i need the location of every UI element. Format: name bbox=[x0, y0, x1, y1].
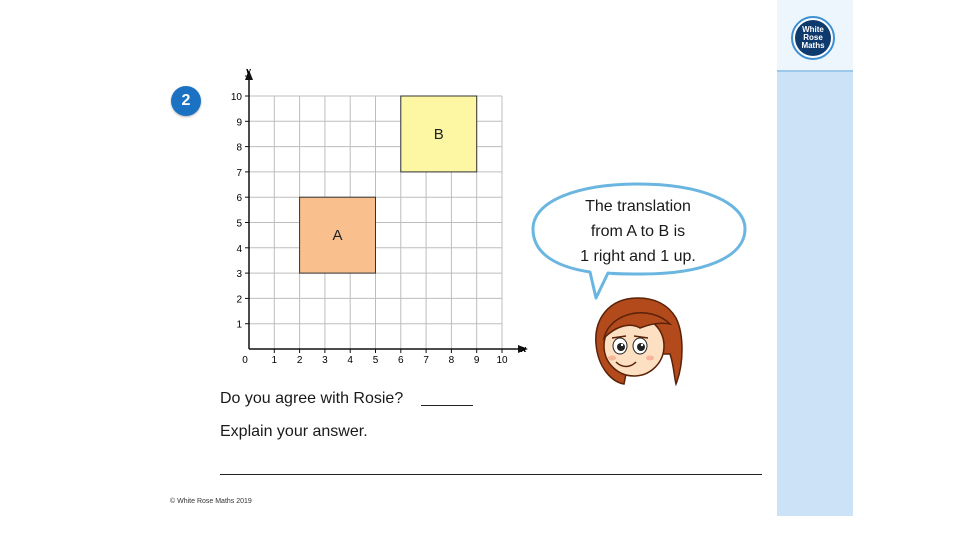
x-tick-label: 6 bbox=[398, 355, 404, 366]
origin-label: 0 bbox=[242, 355, 248, 366]
x-axis-label: x bbox=[521, 343, 527, 355]
x-tick-label: 4 bbox=[347, 355, 353, 366]
rosie-girl-icon bbox=[590, 294, 686, 390]
question-number-badge: 2 bbox=[171, 86, 201, 116]
y-tick-label: 7 bbox=[236, 167, 242, 179]
question-instruction: Explain your answer. bbox=[220, 423, 368, 440]
x-tick-label: 2 bbox=[296, 355, 303, 366]
coordinate-grid bbox=[225, 60, 535, 370]
y-tick-label: 4 bbox=[236, 243, 242, 255]
y-tick-label: 10 bbox=[230, 92, 242, 103]
logo-text: White Rose Maths bbox=[795, 20, 831, 56]
y-tick-label: 2 bbox=[236, 294, 242, 306]
x-tick-label: 3 bbox=[322, 355, 328, 366]
right-sidebar bbox=[777, 0, 853, 516]
shape-b-label: B bbox=[433, 125, 444, 143]
copyright-text: © White Rose Maths 2019 bbox=[170, 498, 252, 505]
x-tick-label: 9 bbox=[473, 355, 480, 366]
x-tick-label: 10 bbox=[496, 355, 508, 366]
x-tick-label: 7 bbox=[423, 355, 429, 366]
question-prompt: Do you agree with Rosie? bbox=[220, 390, 404, 407]
y-tick-label: 3 bbox=[236, 269, 242, 281]
y-tick-label: 9 bbox=[236, 117, 242, 129]
x-tick-label: 8 bbox=[448, 355, 455, 366]
white-rose-maths-logo bbox=[791, 16, 835, 60]
x-tick-label: 1 bbox=[271, 355, 278, 366]
y-tick-label: 1 bbox=[236, 319, 242, 331]
y-axis-label: y bbox=[246, 65, 251, 77]
y-tick-label: 5 bbox=[236, 218, 242, 230]
answer-blank bbox=[421, 405, 473, 406]
y-tick-label: 8 bbox=[236, 142, 242, 154]
x-tick-label: 5 bbox=[372, 355, 379, 366]
y-tick-label: 6 bbox=[236, 193, 242, 205]
speech-bubble-text: The translation from A to B is 1 right and 1 up. bbox=[580, 198, 696, 265]
answer-line bbox=[220, 474, 762, 475]
shape-a-label: A bbox=[332, 227, 343, 245]
